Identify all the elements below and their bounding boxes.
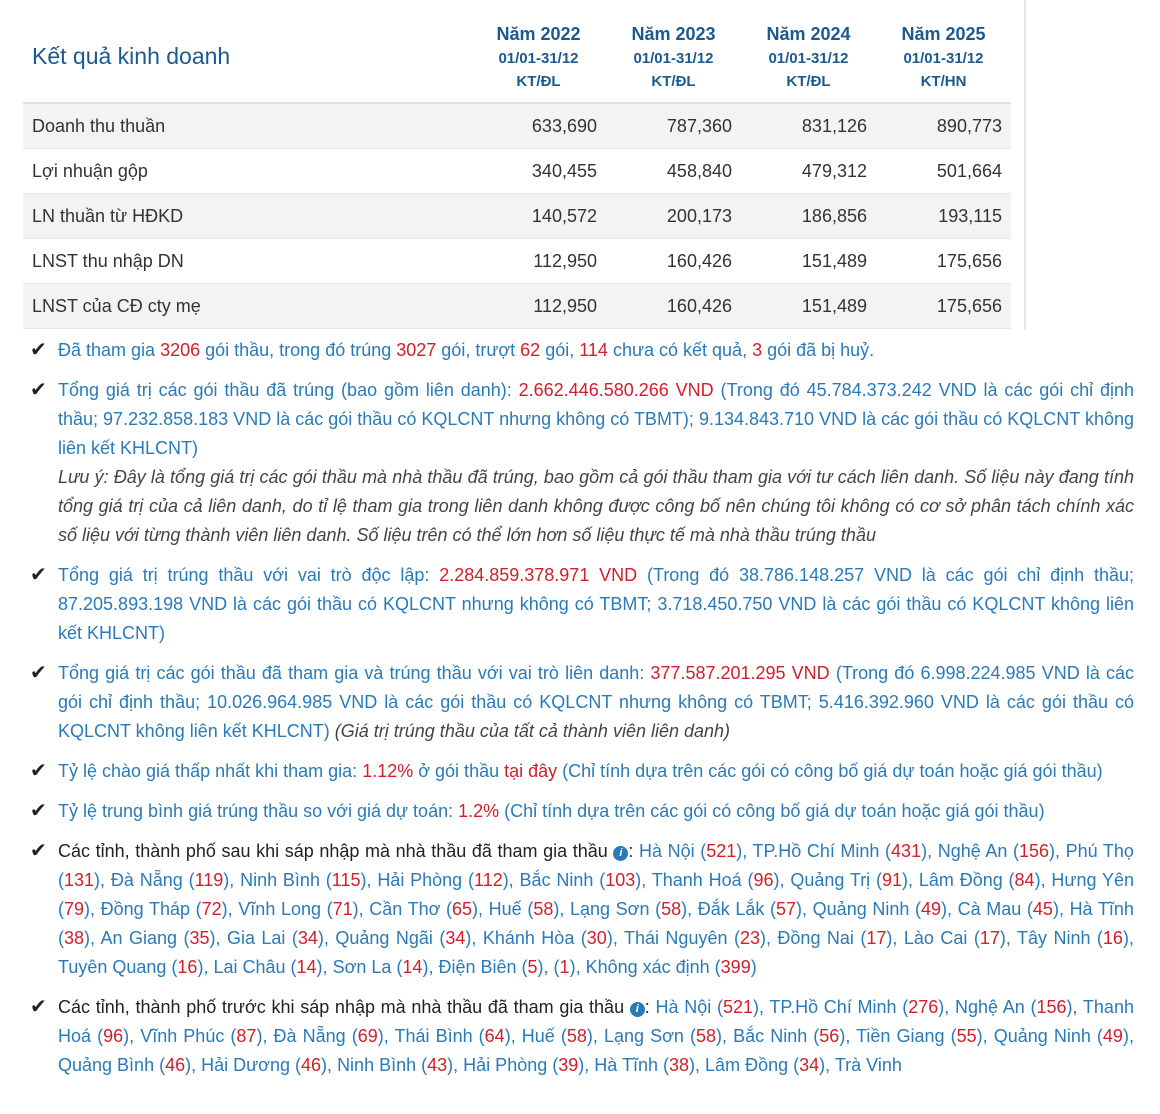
province-count: 112 (474, 870, 503, 890)
province-count: 34 (297, 928, 318, 948)
row-value: 112,950 (533, 295, 597, 316)
text: gói, (540, 340, 580, 360)
province-count: 17 (979, 928, 1000, 948)
province-link[interactable]: Hà Tĩnh (38) (58, 899, 1134, 948)
average-rate: 1.2% (458, 801, 500, 821)
independent-won-value (30, 561, 1134, 648)
province-count: 399 (720, 957, 751, 977)
province-link[interactable]: TP.Hồ Chí Minh (276) (769, 997, 945, 1017)
province-count: 79 (64, 899, 85, 919)
checkmark-icon: ✔ (30, 996, 47, 1018)
row-value: 112,950 (533, 250, 597, 271)
province-count: 38 (669, 1055, 690, 1075)
province-count: 276 (908, 997, 939, 1017)
row-value: 501,664 (936, 160, 1002, 181)
province-link[interactable]: Hà Nội (521) (638, 841, 743, 861)
province-count: 58 (533, 899, 554, 919)
cancelled-count: 3 (752, 340, 763, 360)
row-value: 479,312 (801, 160, 867, 181)
year-header (471, 18, 606, 102)
independent-amount: 2.284.859.378.971 VND (439, 565, 638, 585)
province-count: 521 (706, 841, 737, 861)
row-label: LNST của CĐ cty mẹ (32, 295, 201, 316)
province-count: 56 (819, 1026, 840, 1046)
province-count: 84 (1014, 870, 1035, 890)
provinces-before-label: Các tỉnh, thành phố trước khi sáp nhập mà nhà thầu đã tham gia thầu (58, 997, 625, 1017)
province-count: 131 (64, 870, 95, 890)
province-count: 39 (558, 1055, 579, 1075)
province-count: 69 (357, 1026, 378, 1046)
province-count: 43 (427, 1055, 448, 1075)
lost-count: 62 (520, 340, 541, 360)
province-link[interactable]: Đà Nẵng (69) (273, 1026, 384, 1046)
row-value: 151,489 (801, 295, 867, 316)
province-count: 58 (696, 1026, 717, 1046)
row-value: 140,572 (531, 205, 597, 226)
province-link[interactable]: Nghệ An (156) (937, 841, 1056, 861)
province-link[interactable]: Vĩnh Long (71) (238, 899, 359, 919)
joined-count: 3206 (160, 340, 201, 360)
lowest-rate: 1.12% (362, 761, 414, 781)
province-count: 45 (1032, 899, 1053, 919)
table-row (23, 194, 1011, 239)
table-body (23, 104, 1011, 329)
province-link[interactable]: Cần Thơ (65) (369, 899, 479, 919)
province-count: 1 (559, 957, 570, 977)
row-value: 160,426 (666, 295, 732, 316)
province-link[interactable]: Lâm Đồng (34) (705, 1055, 826, 1075)
bid-package-link[interactable]: tại đây (504, 761, 558, 781)
province-link[interactable]: Gia Lai (34) (226, 928, 324, 948)
province-link[interactable]: Hưng Yên (79) (58, 870, 1134, 919)
table-row (23, 239, 1011, 284)
province-link[interactable]: Quảng Trị (91) (790, 870, 909, 890)
row-value: 200,173 (666, 205, 732, 226)
province-link[interactable]: Hà Tĩnh (38) (594, 1055, 696, 1075)
province-count: 17 (866, 928, 887, 948)
table-row (23, 104, 1011, 149)
province-link[interactable]: Ninh Bình (115) (240, 870, 367, 890)
province-count: 103 (605, 870, 636, 890)
province-link[interactable]: Huế (58) (488, 899, 560, 919)
year-label: Năm 2025 (901, 24, 986, 44)
province-link[interactable]: Thanh Hoá (96) (651, 870, 780, 890)
table-title: Kết quả kinh doanh (32, 43, 231, 69)
province-link[interactable]: Tuyên Quang (16) (58, 957, 204, 977)
text: Tổng giá trị các gói thầu đã tham gia và trúng thầu với vai trò liên danh: (58, 663, 651, 683)
province-link[interactable]: TP.Hồ Chí Minh (431) (752, 841, 928, 861)
province-count: 49 (920, 899, 942, 919)
text: gói đã bị huỷ. (762, 340, 875, 360)
province-link[interactable]: Quảng Ngãi (34) (335, 928, 472, 948)
row-value: 151,489 (801, 250, 867, 271)
province-link[interactable]: Ninh Bình (43) (337, 1055, 454, 1075)
won-count: 3027 (396, 340, 437, 360)
pending-count: 114 (579, 340, 608, 360)
year-label: Năm 2022 (496, 24, 581, 44)
province-link[interactable]: Thái Nguyên (23) (623, 928, 766, 948)
year-header (876, 18, 1011, 102)
text: Tổng giá trị trúng thầu với vai trò độc lập: (58, 565, 440, 585)
row-value: 186,856 (801, 205, 867, 226)
province-link[interactable]: Nghệ An (156) (955, 997, 1073, 1017)
province-link[interactable]: Hải Phòng (39) (463, 1055, 585, 1075)
province-count: 14 (296, 957, 317, 977)
province-link[interactable]: Hải Phòng (112) (377, 870, 509, 890)
province-count: 96 (753, 870, 774, 890)
province-link[interactable]: Thái Bình (64) (394, 1026, 511, 1046)
province-count: 5 (527, 957, 538, 977)
province-link[interactable]: Khánh Hòa (30) (482, 928, 613, 948)
province-count: 55 (956, 1026, 977, 1046)
province-link[interactable]: Quảng Ninh (49) (812, 899, 948, 919)
row-value: 160,426 (666, 250, 732, 271)
row-value: 633,690 (531, 115, 597, 136)
province-link[interactable]: Điện Biên (5) (438, 957, 544, 977)
province-count: 65 (452, 899, 473, 919)
text: gói thầu, trong đó trúng (200, 340, 397, 360)
text: (Trong đó 38.786.148.257 VND là các gói chỉ định thầu; 87.205.893.198 VND là các gói thầu có KQLCNT nhưng không có TBMT; 3.718.450.750 VND là các gói thầu có KQLCNT không liên kết KHLCNT) (58, 565, 1134, 643)
province-count: 156 (1018, 841, 1050, 861)
province-count: 46 (301, 1055, 322, 1075)
province-count: 16 (1102, 928, 1123, 948)
province-count: 96 (103, 1026, 124, 1046)
province-count: 87 (236, 1026, 257, 1046)
text: Tỷ lệ trung bình giá trúng thầu so với giá dự toán: (58, 801, 459, 821)
period-label: 01/01-31/12 (633, 50, 714, 67)
row-value: 890,773 (936, 115, 1002, 136)
total-won-amount: 2.662.446.580.266 VND (518, 380, 714, 400)
consortium-won-value (30, 659, 1134, 746)
year-header (606, 18, 741, 102)
provinces-after-label: Các tỉnh, thành phố sau khi sáp nhập mà nhà thầu đã tham gia thầu (58, 841, 608, 861)
province-link[interactable]: Phú Thọ (131) (58, 841, 1134, 890)
row-value: 831,126 (801, 115, 867, 136)
province-link[interactable]: Vĩnh Phúc (87) (140, 1026, 263, 1046)
text: Tỷ lệ chào giá thấp nhất khi tham gia: (58, 761, 363, 781)
text: (Trong đó 45.784.373.242 VND là các gói chỉ định thầu; 97.232.858.183 VND là các gói thầu có KQLCNT nhưng không có TBMT); 9.134.843.710 VND là các gói thầu có KQLCNT không liên kết KHLCNT) (58, 380, 1134, 458)
province-link[interactable]: Trà Vinh (834, 1055, 902, 1075)
table-row (23, 149, 1011, 194)
province-link[interactable]: Không xác định (399) (585, 957, 757, 977)
province-count: 71 (332, 899, 353, 919)
audit-type-label: KT/ĐL (516, 73, 561, 90)
text: (Chỉ tính dựa trên các gói có công bố giá dự toán hoặc giá gói thầu) (499, 801, 1045, 821)
row-value: 175,656 (936, 295, 1002, 316)
audit-type-label: KT/ĐL (786, 73, 831, 90)
checkmark-icon: ✔ (30, 840, 47, 862)
year-label: Năm 2024 (766, 24, 851, 44)
province-count: 35 (189, 928, 210, 948)
audit-type-label: KT/HN (920, 73, 967, 90)
province-link[interactable]: Quảng Bình (46) (58, 1055, 192, 1075)
business-results-table (23, 18, 1011, 329)
province-count: 16 (177, 957, 198, 977)
text: ở gói thầu (413, 761, 505, 781)
row-value: 787,360 (666, 115, 732, 136)
checkmark-icon: ✔ (30, 662, 47, 684)
province-link[interactable]: Lào Cai (17) (903, 928, 1006, 948)
row-value: 458,840 (666, 160, 732, 181)
province-link[interactable]: Quảng Ninh (49) (993, 1026, 1129, 1046)
total-won-value (30, 376, 1134, 550)
row-value: 340,455 (531, 160, 597, 181)
province-link[interactable]: An Giang (35) (100, 928, 216, 948)
province-count: 64 (484, 1026, 505, 1046)
average-bid-rate (30, 797, 1134, 826)
province-link[interactable]: Hải Dương (46) (201, 1055, 328, 1075)
province-link[interactable]: (1) (553, 957, 576, 977)
province-link[interactable]: Đồng Tháp (72) (100, 899, 228, 919)
consortium-note: (Giá trị trúng thầu của tất cả thành viên liên danh) (329, 721, 731, 741)
province-count: 14 (402, 957, 423, 977)
province-count: 34 (445, 928, 466, 948)
province-count: 23 (739, 928, 760, 948)
row-value: 193,115 (938, 205, 1002, 226)
province-link[interactable]: Thanh Hoá (96) (58, 997, 1134, 1046)
province-count: 58 (566, 1026, 587, 1046)
year-header (741, 18, 876, 102)
period-label: 01/01-31/12 (903, 50, 984, 67)
lowest-bid-rate (30, 757, 1134, 786)
row-value: 175,656 (936, 250, 1002, 271)
province-count: 49 (1102, 1026, 1123, 1046)
province-link[interactable]: Lâm Đồng (84) (918, 870, 1041, 890)
row-label: Lợi nhuận gộp (32, 160, 148, 181)
province-link[interactable]: Bắc Ninh (56) (733, 1026, 846, 1046)
province-count: 57 (776, 899, 797, 919)
row-label: Doanh thu thuần (32, 115, 166, 136)
province-list: Hà Nội (521), TP.Hồ Chí Minh (431), Nghệ An (156), Phú Thọ (131), Đà Nẵng (119), Ninh Bình (115), Hải Phòng (112), Bắc Ninh (103), Thanh Hoá (96), Quảng Trị (91), Lâm Đồng (84), Hưng Yên (79), Đồng Tháp (72), Vĩnh Long (71), Cần Thơ (65), Huế (58), Lạng Sơn (58), Đắk Lắk (57), Quảng Ninh (49), Cà Mau (45), Hà Tĩnh (38), An Giang (35), Gia Lai (34), Quảng Ngãi (34), Khánh Hòa (30), Thái Nguyên (23), Đồng Nai (17), Lào Cai (17), Tây Ninh (16), Tuyên Quang (16), Lai Châu (14), Sơn La (14), Điện Biên (5), (1), Không xác định (399) (58, 841, 1134, 977)
province-count: 156 (1036, 997, 1067, 1017)
province-link[interactable]: Đắk Lắk (57) (697, 899, 803, 919)
province-count: 91 (882, 870, 903, 890)
row-label: LNST thu nhập DN (32, 250, 184, 271)
year-label: Năm 2023 (631, 24, 716, 44)
province-link[interactable]: Tiền Giang (55) (856, 1026, 983, 1046)
text: (Chỉ tính dựa trên các gói có công bố giá dự toán hoặc giá gói thầu) (557, 761, 1103, 781)
province-count: 38 (64, 928, 85, 948)
checkmark-icon: ✔ (30, 379, 47, 401)
text: Đã tham gia (58, 340, 161, 360)
province-count: 30 (586, 928, 607, 948)
table-row (23, 284, 1011, 329)
period-label: 01/01-31/12 (768, 50, 849, 67)
text: (Trong đó 6.998.224.985 VND là các gói chỉ định thầu; 10.026.964.985 VND là các gói thầu có KQLCNT nhưng không có TBMT; 5.416.392.960 VND là các gói thầu có KQLCNT không liên kết KHLCNT) (58, 663, 1134, 741)
province-count: 115 (331, 870, 361, 890)
row-label: LN thuần từ HĐKD (32, 205, 184, 226)
province-count: 119 (194, 870, 224, 890)
provinces-after-merger: ✔ Các tỉnh, thành phố sau khi sáp nhập mà nhà thầu đã tham gia thầu i : Hà Nội (521), TP.Hồ Chí Minh (431), Nghệ An (156), Phú Thọ (131), Đà Nẵng (119), Ninh Bình (115), Hải Phòng (112), Bắc Ninh (103), Thanh Hoá (96), Quảng Trị (91), Lâm Đồng (84), Hưng Yên (79), Đồng Tháp (72), Vĩnh Long (71), Cần Thơ (65), Huế (58), Lạng Sơn (58), Đắk Lắk (57), Quảng Ninh (49), Cà Mau (45), Hà Tĩnh (38), An Giang (35), Gia Lai (34), Quảng Ngãi (34), Khánh Hòa (30), Thái Nguyên (23), Đồng Nai (17), Lào Cai (17), Tây Ninh (16), Tuyên Quang (16), Lai Châu (14), Sơn La (14), Điện Biên (5), (1), Không xác định (399) (30, 837, 1134, 982)
info-icon[interactable]: i (613, 846, 628, 861)
province-count: 46 (165, 1055, 186, 1075)
province-link[interactable]: Hà Nội (521) (655, 997, 760, 1017)
checkmark-icon: ✔ (30, 800, 47, 822)
province-link[interactable]: Cà Mau (45) (957, 899, 1059, 919)
province-list: Hà Nội (521), TP.Hồ Chí Minh (276), Nghệ An (156), Thanh Hoá (96), Vĩnh Phúc (87), Đà Nẵng (69), Thái Bình (64), Huế (58), Lạng Sơn (58), Bắc Ninh (56), Tiền Giang (55), Quảng Ninh (49), Quảng Bình (46), Hải Dương (46), Ninh Bình (43), Hải Phòng (39), Hà Tĩnh (38), Lâm Đồng (34), Trà Vinh (58, 997, 1134, 1075)
province-link[interactable]: Lai Châu (14) (213, 957, 323, 977)
info-icon[interactable]: i (630, 1002, 645, 1017)
province-count: 58 (661, 899, 682, 919)
bid-statistics (30, 336, 1134, 1091)
province-count: 34 (799, 1055, 820, 1075)
checkmark-icon: ✔ (30, 760, 47, 782)
table-header (23, 18, 1011, 104)
checkmark-icon: ✔ (30, 564, 47, 586)
province-link[interactable]: Tây Ninh (16) (1016, 928, 1129, 948)
text: Tổng giá trị các gói thầu đã trúng (bao gồm liên danh): (58, 380, 519, 400)
total-won-note: Lưu ý: Đây là tổng giá trị các gói thầu mà nhà thầu đã trúng, bao gồm cả gói thầu tham gia với tư cách liên danh. Số liệu này đang tính tổng giá trị của cả liên danh, do tỉ lệ tham gia trong liên danh không được công bố nên chúng tôi không có cơ sở phân tách chính xác số liệu với từng thành viên liên danh. Số liệu trên có thể lớn hơn số liệu thực tế mà nhà thầu trúng thầu (58, 467, 1134, 545)
province-link[interactable]: Bắc Ninh (103) (519, 870, 642, 890)
province-link[interactable]: Lạng Sơn (58) (603, 1026, 723, 1046)
checkmark-icon: ✔ (30, 339, 47, 361)
province-link[interactable]: Lạng Sơn (58) (569, 899, 688, 919)
provinces-before-merger: ✔ Các tỉnh, thành phố trước khi sáp nhập mà nhà thầu đã tham gia thầu i : Hà Nội (521), TP.Hồ Chí Minh (276), Nghệ An (156), Thanh Hoá (96), Vĩnh Phúc (87), Đà Nẵng (69), Thái Bình (64), Huế (58), Lạng Sơn (58), Bắc Ninh (56), Tiền Giang (55), Quảng Ninh (49), Quảng Bình (46), Hải Dương (46), Ninh Bình (43), Hải Phòng (39), Hà Tĩnh (38), Lâm Đồng (34), Trà Vinh (30, 993, 1134, 1080)
province-link[interactable]: Đà Nẵng (119) (110, 870, 230, 890)
text: gói, trượt (436, 340, 521, 360)
audit-type-label: KT/ĐL (651, 73, 696, 90)
province-link[interactable]: Huế (58) (521, 1026, 593, 1046)
period-label: 01/01-31/12 (498, 50, 579, 67)
province-count: 72 (201, 899, 222, 919)
province-count: 431 (891, 841, 922, 861)
column-divider (1024, 0, 1026, 330)
consortium-amount: 377.587.201.295 VND (650, 663, 830, 683)
province-link[interactable]: Sơn La (14) (332, 957, 429, 977)
province-count: 521 (722, 997, 754, 1017)
text: chưa có kết quả, (607, 340, 753, 360)
province-link[interactable]: Đồng Nai (17) (777, 928, 893, 948)
bid-summary (30, 336, 1134, 365)
